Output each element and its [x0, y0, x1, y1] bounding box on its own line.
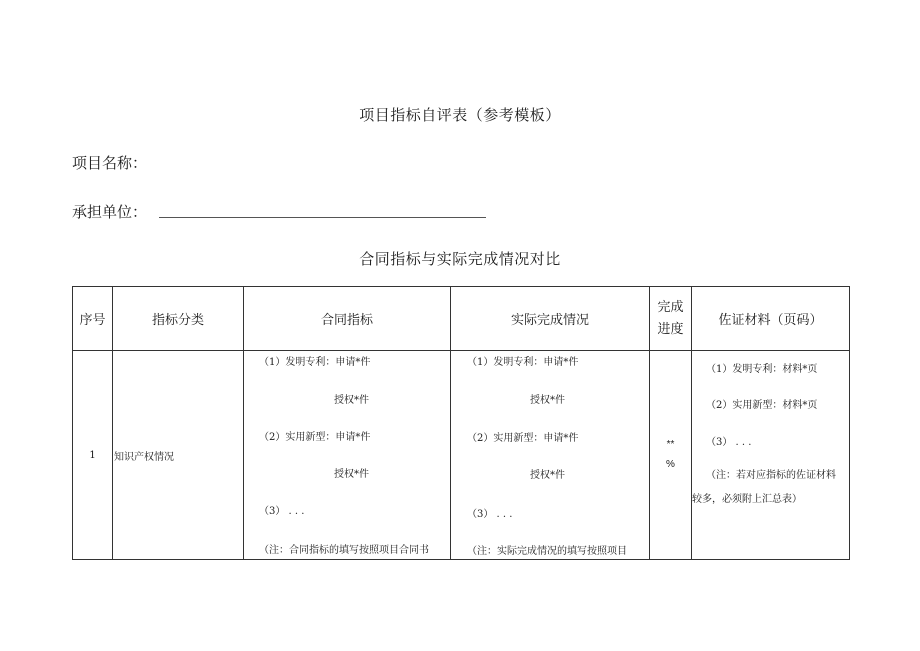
table-header-row [73, 287, 850, 351]
contract-line-4: 授权*件 [334, 469, 369, 480]
header-progress [650, 287, 692, 351]
cell-evidence [692, 351, 850, 560]
indicator-table [72, 286, 850, 560]
header-actual: 实际完成情况 [451, 287, 650, 351]
actual-line-1: （1）发明专利：申请*件 [467, 357, 579, 368]
cell-actual [451, 351, 650, 560]
progress-value-line1: ** [666, 439, 675, 450]
actual-line-3: （2）实用新型：申请*件 [467, 433, 579, 444]
progress-value-line2: % [666, 459, 675, 470]
actual-line-5: （3） . . . [467, 509, 513, 520]
header-progress-line2: 进度 [657, 321, 684, 337]
section-subtitle: 合同指标与实际完成情况对比 [359, 250, 561, 268]
contract-line-1: （1）发明专利：申请*件 [259, 357, 371, 368]
header-seq: 序号 [73, 287, 113, 351]
evidence-line-3: （3） . . . [706, 437, 752, 448]
contract-line-6: （注：合同指标的填写按照项目合同书 [259, 545, 429, 556]
header-contract: 合同指标 [244, 287, 451, 351]
contract-line-2: 授权*件 [334, 395, 369, 406]
cell-contract [244, 351, 451, 560]
cell-category: 知识产权情况 [113, 351, 244, 560]
unit-fill-line [159, 217, 486, 218]
cell-seq: 1 [73, 351, 113, 560]
evidence-line-4: （注：若对应指标的佐证材料 [706, 470, 836, 481]
actual-line-2: 授权*件 [530, 395, 565, 406]
table-row [73, 351, 850, 560]
header-evidence: 佐证材料（页码） [692, 287, 850, 351]
contract-line-3: （2）实用新型：申请*件 [259, 432, 371, 443]
header-category: 指标分类 [113, 287, 244, 351]
page-title: 项目指标自评表（参考模板） [359, 106, 561, 124]
project-name-label: 项目名称： [72, 154, 148, 172]
evidence-line-2: （2）实用新型：材料*页 [706, 400, 818, 411]
evidence-line-1: （1）发明专利：材料*页 [706, 364, 818, 375]
cell-progress [650, 351, 692, 560]
evidence-line-5: 较多，必须附上汇总表） [692, 494, 802, 505]
unit-label: 承担单位： [72, 203, 148, 221]
contract-line-5: （3） . . . [259, 506, 305, 517]
header-progress-line1: 完成 [657, 299, 684, 315]
actual-line-6: （注：实际完成情况的填写按照项目 [467, 546, 627, 557]
actual-line-4: 授权*件 [530, 470, 565, 481]
